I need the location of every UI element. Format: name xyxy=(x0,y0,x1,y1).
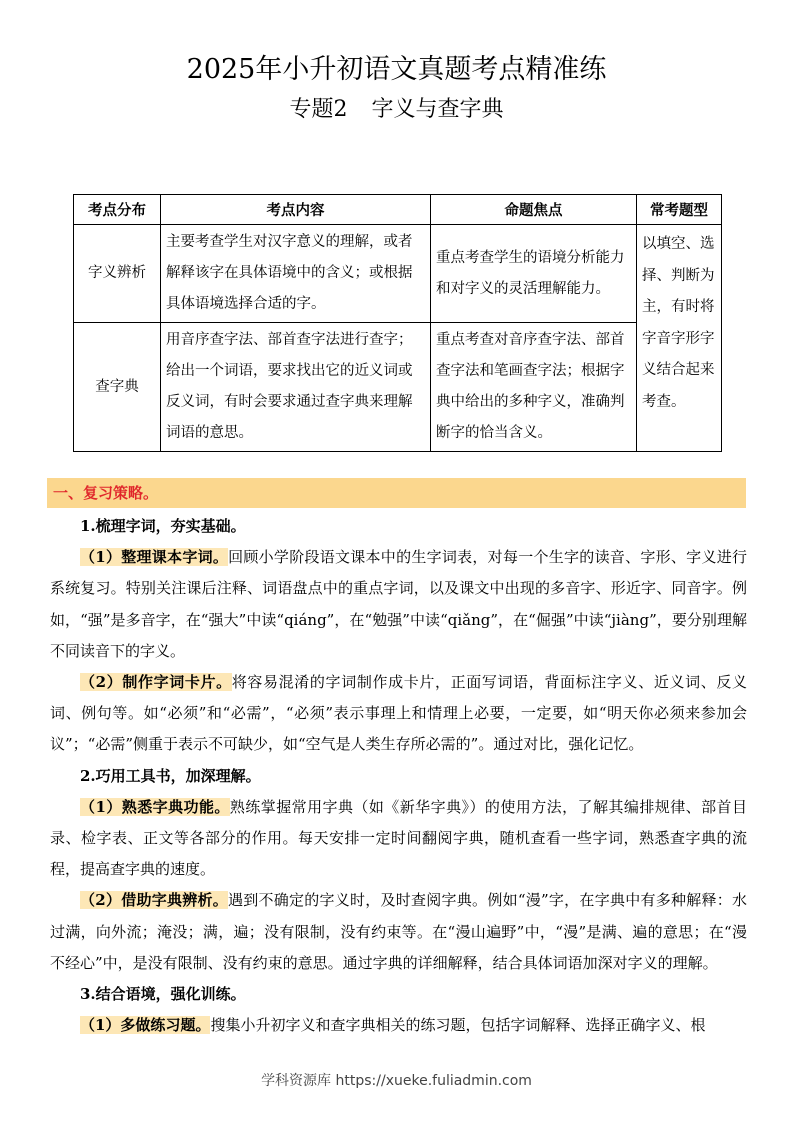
page-subtitle xyxy=(0,95,793,125)
section-heading: 一、复习策略。 xyxy=(53,484,159,502)
exam-points-table xyxy=(73,194,722,452)
subsection-title: 1.梳理字词，夯实基础。 xyxy=(80,517,246,535)
table-header: 考点内容 xyxy=(161,195,431,225)
subsection-title: 3.结合语境，强化训练。 xyxy=(80,985,246,1004)
paragraph-text: 熟练掌握常用字典（如《新华字典》）的使用方法，了解其编排规律、部首目录、检字表、正文等各部分的作用。每天安排一定时间翻阅字典，随机查看一些字词，熟悉查字典的流程，提高查字典的速度。 xyxy=(50,797,747,879)
footer-watermark: 学科资源库 https://xueke.fuliadmin.com xyxy=(261,1073,532,1089)
table-header-row xyxy=(74,195,722,225)
table-header: 命题焦点 xyxy=(431,195,637,225)
paragraph xyxy=(50,542,747,667)
table-cell-category: 查字典 xyxy=(74,323,161,452)
paragraph-text: 遇到不确定的字义时，及时查阅字典。例如“漫”字，在字典中有多种解释：水过满，向外流；淹没；满，遍；没有限制，没有约束等。在“漫山遍野”中，“漫”是满、遍的意思；在“漫不经心”中，是没有限制、没有约束的意思。通过字典的详细解释，结合具体词语加深对字义的理解。 xyxy=(50,891,747,972)
page-title: 2025年小升初语文真题考点精准练 xyxy=(186,54,607,85)
table-cell-content: 用音序查字法、部首查字法进行查字；给出一个词语，要求找出它的近义词或反义词，有时会要求通过查字典来理解词语的意思。 xyxy=(161,323,431,452)
table-row xyxy=(74,225,722,323)
paragraph xyxy=(50,792,747,886)
section-body xyxy=(50,511,747,1041)
table-header: 考点分布 xyxy=(74,195,161,225)
table-cell-content: 主要考查学生对汉字意义的理解，或者解释该字在具体语境中的含义；或根据具体语境选择合适的字。 xyxy=(161,225,431,323)
subsection-title: 2.巧用工具书，加深理解。 xyxy=(80,766,261,785)
paragraph-label: （1）多做练习题。 xyxy=(80,1016,211,1035)
paragraph xyxy=(50,1010,747,1041)
paragraph-label: （2）借助字典辨析。 xyxy=(80,891,228,910)
paragraph-text: 将容易混淆的字词制作成卡片，正面写词语，背面标注字义、近义词、反义词、例句等。如“必须”和“必需”，“必须”表示事理上和情理上必要，一定要，如“明天你必须来参加会议”；“必需”侧重于表示不可缺少，如“空气是人类生存所必需的”。通过对比，强化记忆。 xyxy=(50,673,747,754)
paragraph-label: （1）熟悉字典功能。 xyxy=(80,797,230,816)
table-cell-focus: 重点考查对音序查字法、部首查字法和笔画查字法；根据字典中给出的多种字义，准确判断字的恰当含义。 xyxy=(431,323,637,452)
paragraph xyxy=(50,885,747,979)
paragraph-text: 搜集小升初字义和查字典相关的练习题，包括字词解释、选择正确字义、根 xyxy=(210,1016,706,1035)
paragraph xyxy=(50,667,747,761)
paragraph-label: （1）整理课本字词。 xyxy=(80,548,229,567)
table-cell-focus: 重点考查学生的语境分析能力和对字义的灵活理解能力。 xyxy=(431,225,637,323)
table-cell-category: 字义辨析 xyxy=(74,225,161,323)
paragraph-text: 回顾小学阶段语文课本中的生字词表，对每一个生字的读音、字形、字义进行系统复习。特别关注课后注释、词语盘点中的重点字词，以及课文中出现的多音字、形近字、同音字。例如，“强”是多音字，在“强大”中读“qiáng”，在“勉强”中读“qiǎng”，在“倔强”中读“jiàng”，要分别理解不同读音下的字义。 xyxy=(50,548,747,660)
table-header: 常考题型 xyxy=(637,195,722,225)
section-heading-bar xyxy=(47,478,746,508)
paragraph-label: （2）制作字词卡片。 xyxy=(80,673,232,692)
table-cell-question-types: 以填空、选择、判断为主，有时将字音字形字义结合起来考查。 xyxy=(637,225,722,452)
table-row xyxy=(74,323,722,452)
subtitle-topic: 专题2 xyxy=(289,97,348,122)
subtitle-name: 字义与查字典 xyxy=(371,97,504,122)
